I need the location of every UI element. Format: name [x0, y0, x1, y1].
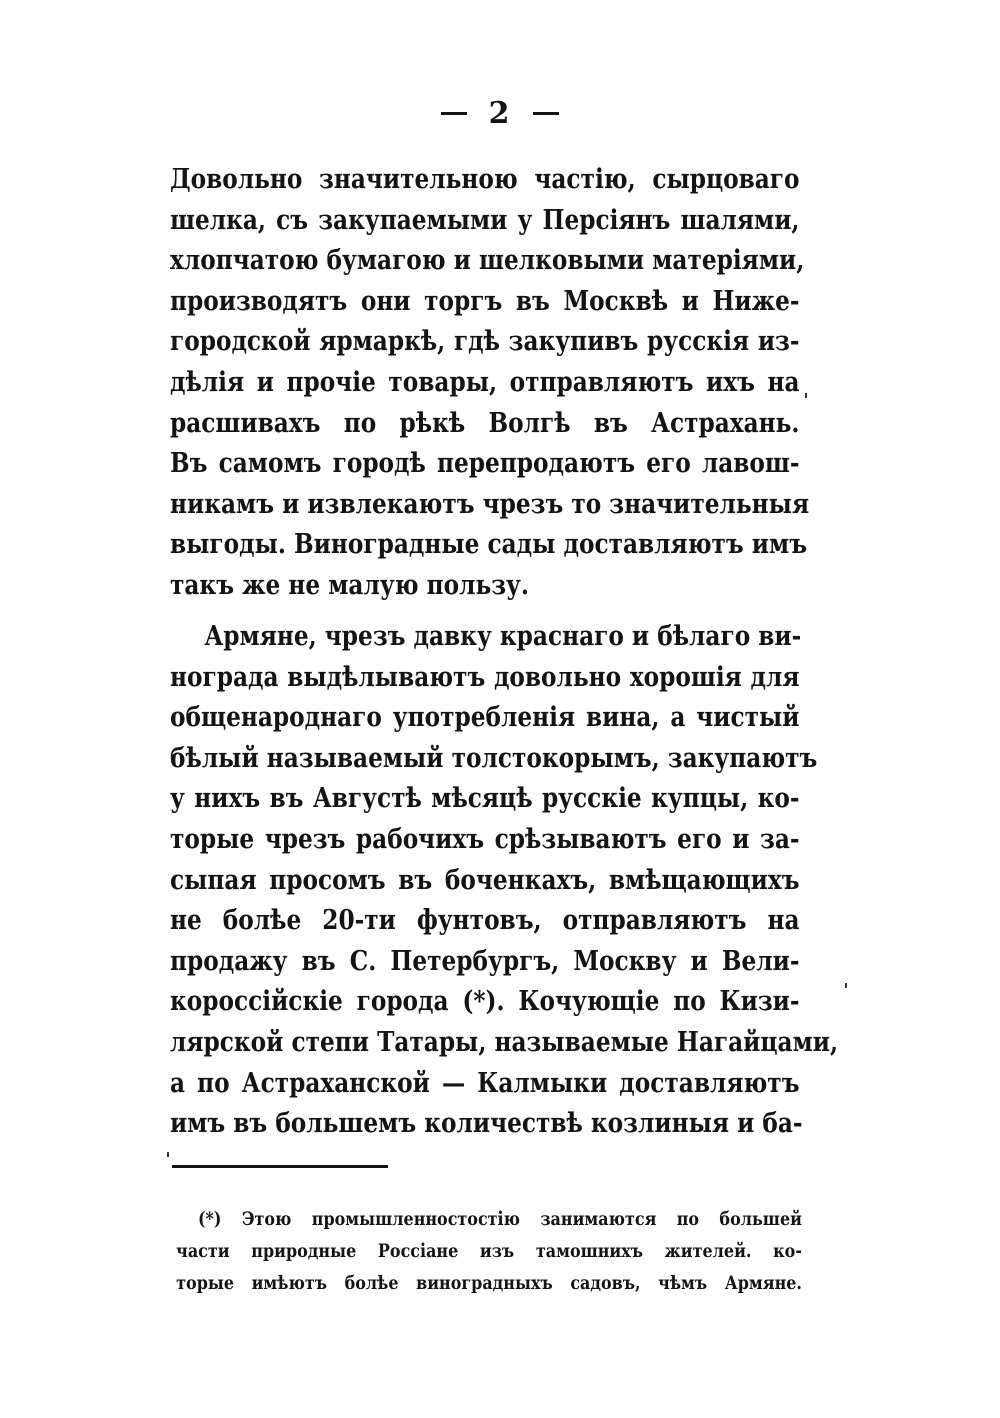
text-line: дѣлія и прочіе товары, отправляютъ ихъ на [170, 366, 800, 398]
text-line: Армяне, чрезъ давку краснаго и бѣлаго ви- [204, 621, 802, 652]
ink-speck [845, 983, 847, 988]
text-line: шелка, съ закупаемыми у Персіянъ шалями, [170, 204, 800, 236]
text-line: расшивахъ по рѣкѣ Волгѣ въ Астрахань. [170, 407, 800, 439]
text-line: торые чрезъ рабочихъ срѣзываютъ его и за- [170, 823, 800, 855]
right-dash-ornament [533, 112, 559, 115]
text-line: имъ въ большемъ количествѣ козлиныя и ба- [170, 1108, 803, 1140]
text-line: не болѣе 20-ти фунтовъ, отправляютъ на [170, 905, 800, 937]
footnote-line: части природные Россіане изъ тамошнихъ жителей. ко- [176, 1240, 802, 1262]
text-line: продажу въ С. Петербургъ, Москву и Вели- [170, 945, 800, 977]
text-line: производятъ они торгъ въ Москвѣ и Ниже- [170, 285, 800, 317]
left-dash-ornament [441, 112, 467, 115]
ink-speck [805, 393, 807, 398]
footnote-line: торые имѣютъ болѣе виноградныхъ садовъ, чѣмъ Армяне. [176, 1272, 802, 1294]
text-line: бѣлый называемый толстокорымъ, закупаютъ [170, 742, 818, 774]
text-line: общенароднаго употребленія вина, а чистый [170, 702, 800, 734]
text-line: Довольно значительною частію, сырцоваго [170, 164, 800, 195]
footnote [176, 1203, 802, 1299]
text-line: хлопчатою бумагою и шелковыми матеріями, [170, 245, 805, 277]
text-line: сыпая просомъ въ боченкахъ, вмѣщающихъ [170, 864, 800, 896]
text-line: а по Астраханской — Калмыки доставляютъ [170, 1067, 800, 1099]
paragraph-1 [170, 160, 810, 607]
paragraph-2 [170, 617, 839, 1145]
text-line: такъ же не малую пользу. [170, 569, 529, 601]
page-number-header [0, 96, 1000, 131]
page-number: 2 [488, 96, 512, 131]
text-line: никамъ и извлекаютъ чрезъ то значительныя [170, 488, 810, 520]
text-line: нограда выдѣлываютъ довольно хорошія для [170, 661, 800, 693]
text-line: выгоды. Виноградные сады доставляютъ имъ [170, 529, 808, 561]
ink-speck [167, 1152, 169, 1157]
text-line: короссійскіе города (*). Кочующіе по Кизи- [170, 986, 800, 1018]
text-line: у нихъ въ Августѣ мѣсяцѣ русскіе купцы, ко- [170, 783, 800, 815]
footnote-line: (*) Этою промышленностостію занимаются по большей [198, 1208, 802, 1230]
text-line: городской ярмаркѣ, гдѣ закупивъ русскія из- [170, 326, 800, 358]
footnote-separator-rule [172, 1165, 388, 1168]
text-line: Въ самомъ городѣ перепродаютъ его лавош- [170, 448, 800, 480]
text-line: лярской степи Татары, называемые Нагайцами, [170, 1026, 839, 1058]
